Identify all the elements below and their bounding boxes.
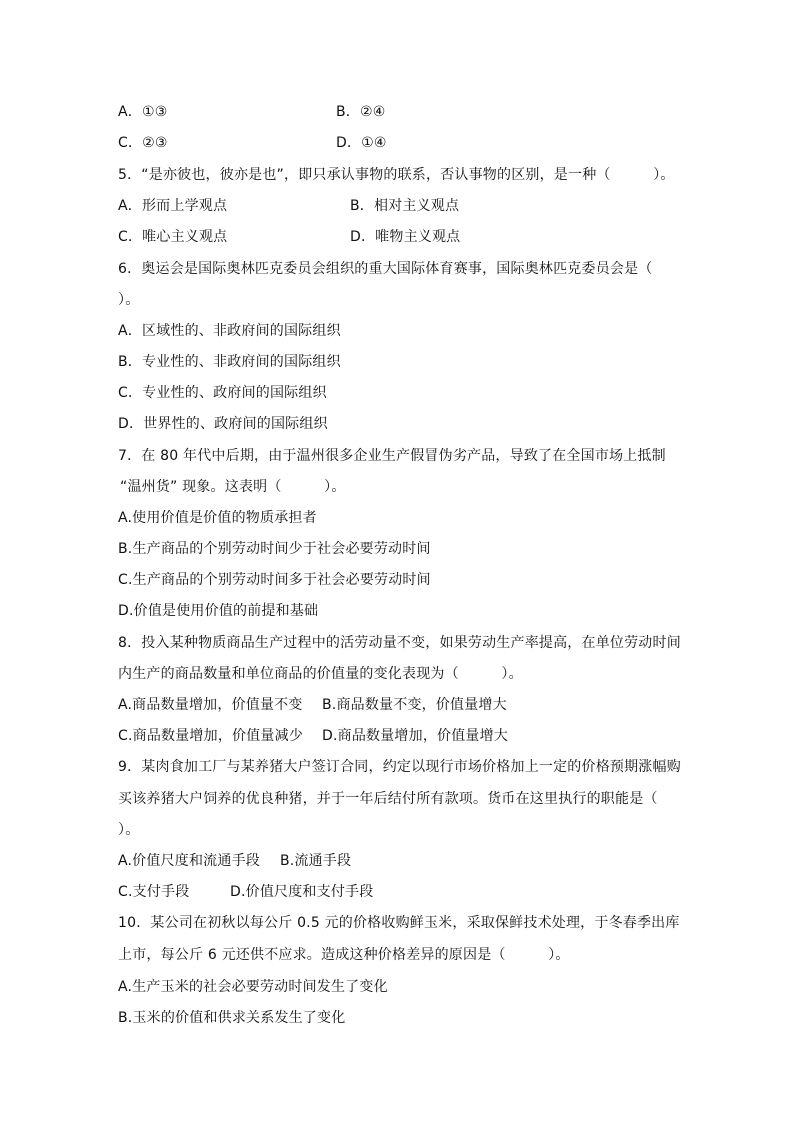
question-stem: ）。 [118, 822, 140, 838]
option: D．世界性的、政府间的国际组织 [118, 416, 328, 432]
option: B．专业性的、非政府间的国际组织 [118, 354, 341, 370]
option: B．②④ [336, 104, 386, 120]
option: C.商品数量增加，价值量减少 [118, 728, 304, 744]
question-stem: 9．某肉食加工厂与某养猪大户签订合同，约定以现行市场价格加上一定的价格预期涨幅购 [118, 759, 681, 775]
option: D.价值尺度和支付手段 [230, 884, 374, 900]
option: B.生产商品的个别劳动时间少于社会必要劳动时间 [118, 541, 431, 557]
option: A．区域性的、非政府间的国际组织 [118, 323, 341, 339]
question-stem: 7．在 80 年代中后期，由于温州很多企业生产假冒伪劣产品，导致了在全国市场上抵制 [118, 448, 666, 464]
option: C．唯心主义观点 [118, 229, 228, 245]
question-stem: 上市，每公斤 6 元还供不应求。造成这种价格差异的原因是（ ）。 [118, 947, 570, 963]
option: D.价值是使用价值的前提和基础 [118, 603, 319, 619]
option: B．相对主义观点 [350, 198, 460, 214]
option: A．形而上学观点 [118, 198, 228, 214]
question-stem: “温州货” 现象。这表明（ ）。 [120, 479, 346, 495]
option: A．①③ [118, 104, 168, 120]
option: C．②③ [118, 135, 168, 151]
option: B.流通手段 [280, 853, 352, 869]
option: D．①④ [336, 135, 387, 151]
option: A.价值尺度和流通手段 [118, 853, 260, 869]
option: C.生产商品的个别劳动时间多于社会必要劳动时间 [118, 572, 431, 588]
question-stem: 10．某公司在初秋以每公斤 0.5 元的价格收购鲜玉米，采取保鲜技术处理，于冬春季出库 [118, 915, 680, 931]
question-stem: 买该养猪大户饲养的优良种猪，并于一年后结付所有款项。货币在这里执行的职能是（ [118, 791, 658, 807]
option: C.支付手段 [118, 884, 190, 900]
option: B.玉米的价值和供求关系发生了变化 [118, 1010, 346, 1026]
option: A.生产玉米的社会必要劳动时间发生了变化 [118, 979, 388, 995]
option: B.商品数量不变，价值量增大 [322, 697, 507, 713]
question-stem: 6．奥运会是国际奥林匹克委员会组织的重大国际体育赛事，国际奥林匹克委员会是（ [118, 261, 653, 277]
option: D.商品数量增加，价值量增大 [322, 728, 509, 744]
question-stem: 内生产的商品数量和单位商品的价值量的变化表现为（ ）。 [118, 666, 523, 682]
question-stem: 8．投入某种物质商品生产过程中的活劳动量不变，如果劳动生产率提高，在单位劳动时间 [118, 635, 681, 651]
question-stem: 5．“是亦彼也，彼亦是也”，即只承认事物的联系，否认事物的区别，是一种（ ）。 [118, 167, 675, 183]
question-stem: ）。 [118, 292, 140, 308]
option: A.商品数量增加，价值量不变 [118, 697, 303, 713]
option: A.使用价值是价值的物质承担者 [118, 510, 317, 526]
option: D．唯物主义观点 [350, 229, 461, 245]
option: C．专业性的、政府间的国际组织 [118, 385, 327, 401]
